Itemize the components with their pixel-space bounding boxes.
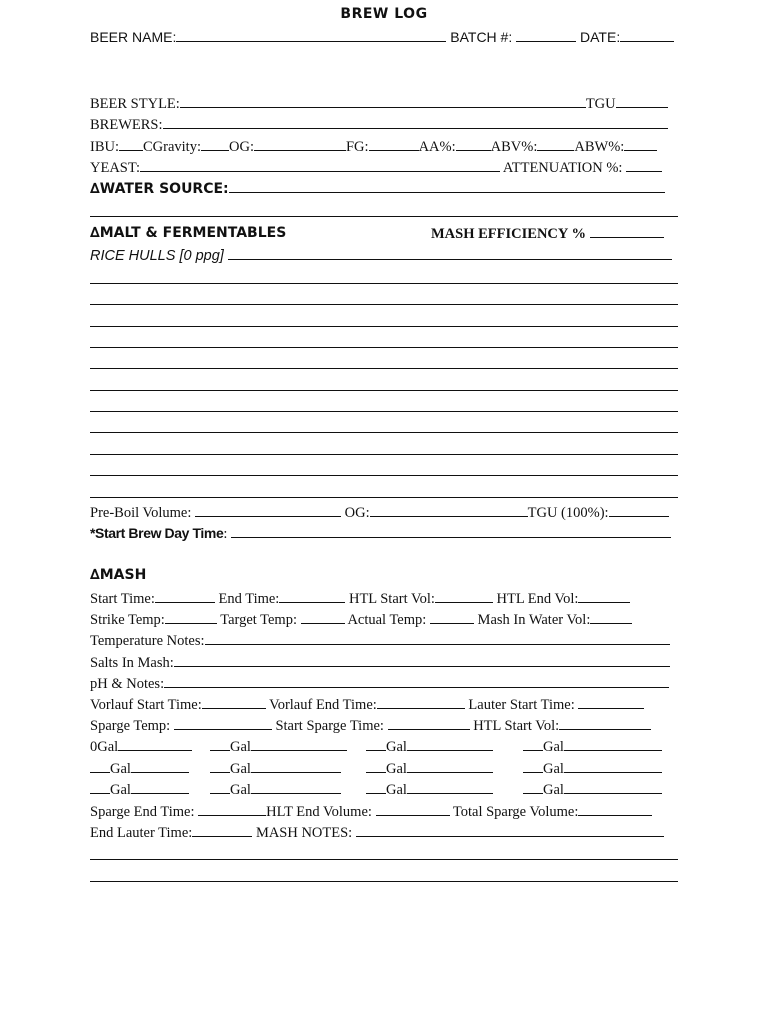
mash-efficiency-group bbox=[431, 224, 664, 243]
gal-field[interactable] bbox=[90, 759, 110, 773]
cgravity-label: CGravity: bbox=[143, 139, 201, 155]
gal-field[interactable] bbox=[523, 759, 543, 773]
start-brew-day-label: *Start Brew Day Time bbox=[90, 525, 224, 541]
actual-temp-field[interactable] bbox=[430, 610, 474, 624]
batch-label: BATCH #: bbox=[450, 29, 513, 45]
gal-field[interactable] bbox=[564, 780, 662, 794]
fermentable-line[interactable] bbox=[90, 432, 678, 433]
strike-temp-field[interactable] bbox=[165, 610, 217, 624]
fg-field[interactable] bbox=[369, 137, 419, 151]
htl-start-vol-label: HTL Start Vol: bbox=[348, 591, 435, 607]
gal-cell bbox=[366, 780, 493, 799]
vorlauf-end-label: Vorlauf End Time: bbox=[269, 697, 377, 713]
mash-end-time-field[interactable] bbox=[279, 589, 345, 603]
gal-label: Gal bbox=[230, 782, 251, 798]
aa-label: AA%: bbox=[418, 139, 456, 155]
gal-field[interactable] bbox=[210, 737, 230, 751]
start-brew-day-colon: : bbox=[223, 526, 228, 542]
gal-field[interactable] bbox=[131, 759, 189, 773]
yeast-row bbox=[90, 158, 678, 176]
target-temp-field[interactable] bbox=[301, 610, 345, 624]
lauter-start-label: Lauter Start Time: bbox=[468, 697, 575, 713]
sparge-temp-row bbox=[90, 716, 678, 734]
start-brew-day-field[interactable] bbox=[231, 524, 671, 538]
gal-cell bbox=[90, 737, 192, 756]
hlt-end-volume-label: HLT End Volume: bbox=[266, 804, 372, 820]
fermentable-line[interactable] bbox=[90, 475, 678, 476]
gal-field[interactable] bbox=[251, 759, 341, 773]
mash-in-water-vol-field[interactable] bbox=[590, 610, 632, 624]
gal-label: 0Gal bbox=[90, 739, 119, 755]
mash-notes-line[interactable] bbox=[90, 859, 678, 860]
mash-times-row bbox=[90, 589, 678, 607]
brewers-row bbox=[90, 115, 678, 133]
htl-start-vol-2-label: HTL Start Vol: bbox=[473, 718, 560, 734]
htl-start-vol-2-field[interactable] bbox=[559, 716, 651, 730]
water-source-label: ∆WATER SOURCE: bbox=[90, 181, 229, 197]
gal-label: Gal bbox=[543, 761, 564, 777]
end-lauter-time-label: End Lauter Time: bbox=[90, 825, 193, 841]
gal-label: Gal bbox=[110, 761, 131, 777]
htl-end-vol-field[interactable] bbox=[578, 589, 630, 603]
mash-start-time-field[interactable] bbox=[155, 589, 215, 603]
fermentable-line[interactable] bbox=[90, 497, 678, 498]
gal-label: Gal bbox=[386, 739, 407, 755]
gal-field[interactable] bbox=[407, 780, 493, 794]
end-lauter-row bbox=[90, 823, 678, 841]
brewers-field[interactable] bbox=[163, 115, 668, 129]
start-sparge-time-field[interactable] bbox=[388, 716, 470, 730]
fermentable-line[interactable] bbox=[90, 411, 678, 412]
gal-label: Gal bbox=[543, 782, 564, 798]
gal-field[interactable] bbox=[523, 780, 543, 794]
gal-field[interactable] bbox=[366, 737, 386, 751]
pre-boil-tgu-label: TGU (100%): bbox=[527, 505, 609, 521]
gal-field[interactable] bbox=[564, 759, 662, 773]
htl-end-vol-label: HTL End Vol: bbox=[496, 591, 579, 607]
ph-row bbox=[90, 674, 678, 692]
temperature-notes-row bbox=[90, 631, 678, 649]
gravity-row bbox=[90, 137, 678, 155]
abw-field[interactable] bbox=[624, 137, 657, 151]
ibu-field[interactable] bbox=[119, 137, 143, 151]
cgravity-field[interactable] bbox=[201, 137, 229, 151]
vorlauf-start-label: Vorlauf Start Time: bbox=[90, 697, 202, 713]
fermentable-line[interactable] bbox=[90, 283, 678, 284]
fermentable-line[interactable] bbox=[90, 347, 678, 348]
yeast-field[interactable] bbox=[140, 158, 500, 172]
salts-row bbox=[90, 653, 678, 671]
malt-heading-row bbox=[90, 224, 678, 242]
gal-label: Gal bbox=[386, 782, 407, 798]
rice-hulls-row bbox=[90, 246, 678, 264]
ph-label: pH & Notes: bbox=[90, 676, 165, 692]
sparge-end-time-field[interactable] bbox=[198, 802, 266, 816]
fermentable-line[interactable] bbox=[90, 390, 678, 391]
beer-style-label: BEER STYLE: bbox=[90, 96, 180, 112]
actual-temp-label: Actual Temp: bbox=[347, 612, 427, 628]
gal-cell bbox=[366, 737, 493, 756]
ibu-label: IBU: bbox=[90, 139, 119, 155]
tgu-field[interactable] bbox=[616, 94, 668, 108]
gal-field[interactable] bbox=[131, 780, 189, 794]
water-source-row bbox=[90, 179, 678, 197]
gal-cell bbox=[523, 780, 662, 799]
mash-efficiency-label: MASH EFFICIENCY % bbox=[431, 226, 586, 242]
gal-field[interactable] bbox=[407, 759, 493, 773]
gal-field[interactable] bbox=[366, 759, 386, 773]
start-sparge-time-label: Start Sparge Time: bbox=[275, 718, 384, 734]
mash-end-time-label: End Time: bbox=[218, 591, 280, 607]
gal-field[interactable] bbox=[407, 737, 493, 751]
gal-cell bbox=[90, 759, 189, 778]
attenuation-field[interactable] bbox=[626, 158, 662, 172]
tgu-label: TGU bbox=[585, 96, 616, 112]
abw-label: ABW%: bbox=[574, 139, 625, 155]
temperature-notes-field[interactable] bbox=[205, 631, 670, 645]
gal-cell bbox=[90, 780, 189, 799]
hlt-end-volume-field[interactable] bbox=[376, 802, 450, 816]
mash-heading: ∆MASH bbox=[90, 567, 147, 583]
mash-start-time-label: Start Time: bbox=[90, 591, 155, 607]
date-label: DATE: bbox=[580, 29, 621, 45]
vorlauf-end-field[interactable] bbox=[377, 695, 465, 709]
strike-temp-row bbox=[90, 610, 678, 628]
total-sparge-volume-field[interactable] bbox=[578, 802, 652, 816]
rice-hulls-label: RICE HULLS [0 ppg] bbox=[90, 248, 224, 264]
mash-notes-line[interactable] bbox=[90, 881, 678, 882]
gal-row bbox=[90, 737, 678, 755]
salts-label: Salts In Mash: bbox=[90, 655, 174, 671]
beer-style-row bbox=[90, 94, 678, 112]
pre-boil-row bbox=[90, 503, 678, 521]
gal-cell bbox=[210, 780, 341, 799]
fermentable-line[interactable] bbox=[90, 368, 678, 369]
fg-label: FG: bbox=[345, 139, 369, 155]
end-lauter-time-field[interactable] bbox=[192, 823, 252, 837]
salts-field[interactable] bbox=[174, 653, 670, 667]
beer-name-label: BEER NAME: bbox=[90, 29, 177, 45]
total-sparge-volume-label: Total Sparge Volume: bbox=[452, 804, 579, 820]
gal-label: Gal bbox=[230, 761, 251, 777]
brewers-label: BREWERS: bbox=[90, 117, 163, 133]
gal-row bbox=[90, 759, 678, 777]
fermentable-line[interactable] bbox=[90, 304, 678, 305]
gal-cell bbox=[210, 759, 341, 778]
yeast-label: YEAST: bbox=[90, 160, 141, 176]
pre-boil-label: Pre-Boil Volume: bbox=[90, 505, 192, 521]
gal-field[interactable] bbox=[251, 780, 341, 794]
lauter-start-field[interactable] bbox=[578, 695, 644, 709]
batch-field[interactable] bbox=[516, 28, 576, 42]
strike-temp-label: Strike Temp: bbox=[90, 612, 165, 628]
gal-cell bbox=[523, 737, 662, 756]
malt-heading: ∆MALT & FERMENTABLES bbox=[90, 225, 287, 241]
gal-label: Gal bbox=[543, 739, 564, 755]
ph-field[interactable] bbox=[164, 674, 669, 688]
pre-boil-tgu-field[interactable] bbox=[609, 503, 669, 517]
gal-field[interactable] bbox=[251, 737, 347, 751]
htl-start-vol-field[interactable] bbox=[435, 589, 493, 603]
gal-field[interactable] bbox=[118, 737, 192, 751]
beer-style-field[interactable] bbox=[180, 94, 586, 108]
page-title: BREW LOG bbox=[340, 6, 428, 22]
attenuation-label: ATTENUATION %: bbox=[502, 160, 623, 176]
gal-field[interactable] bbox=[366, 780, 386, 794]
gal-cell bbox=[366, 759, 493, 778]
gal-row bbox=[90, 780, 678, 798]
gal-cell bbox=[523, 759, 662, 778]
temperature-notes-label: Temperature Notes: bbox=[90, 633, 205, 649]
rice-hulls-field[interactable] bbox=[228, 246, 672, 260]
mash-in-water-vol-label: Mash In Water Vol: bbox=[477, 612, 591, 628]
mash-notes-label: MASH NOTES: bbox=[255, 825, 353, 841]
water-source-field[interactable] bbox=[229, 179, 665, 193]
date-field[interactable] bbox=[620, 28, 674, 42]
sparge-end-row bbox=[90, 802, 678, 820]
header-row bbox=[90, 28, 678, 46]
vorlauf-start-field[interactable] bbox=[202, 695, 266, 709]
fermentable-line[interactable] bbox=[90, 454, 678, 455]
gal-field[interactable] bbox=[564, 737, 662, 751]
sparge-temp-label: Sparge Temp: bbox=[90, 718, 171, 734]
pre-boil-og-label: OG: bbox=[344, 505, 370, 521]
start-brew-day-row bbox=[90, 524, 678, 542]
vorlauf-row bbox=[90, 695, 678, 713]
gal-label: Gal bbox=[110, 782, 131, 798]
og-label: OG: bbox=[229, 139, 254, 155]
gal-field[interactable] bbox=[523, 737, 543, 751]
gal-field[interactable] bbox=[210, 780, 230, 794]
aa-field[interactable] bbox=[456, 137, 491, 151]
abv-field[interactable] bbox=[537, 137, 574, 151]
beer-name-field[interactable] bbox=[176, 28, 446, 42]
mash-efficiency-field[interactable] bbox=[590, 224, 664, 238]
og-field[interactable] bbox=[254, 137, 346, 151]
gal-cell bbox=[210, 737, 347, 756]
water-source-line-2[interactable] bbox=[90, 216, 678, 217]
gal-field[interactable] bbox=[90, 780, 110, 794]
abv-label: ABV%: bbox=[490, 139, 538, 155]
fermentable-line[interactable] bbox=[90, 326, 678, 327]
pre-boil-og-field[interactable] bbox=[370, 503, 528, 517]
gal-field[interactable] bbox=[210, 759, 230, 773]
pre-boil-field[interactable] bbox=[195, 503, 341, 517]
sparge-temp-field[interactable] bbox=[174, 716, 272, 730]
sparge-end-time-label: Sparge End Time: bbox=[90, 804, 195, 820]
gal-label: Gal bbox=[230, 739, 251, 755]
gal-label: Gal bbox=[386, 761, 407, 777]
mash-notes-field[interactable] bbox=[356, 823, 664, 837]
target-temp-label: Target Temp: bbox=[220, 612, 297, 628]
